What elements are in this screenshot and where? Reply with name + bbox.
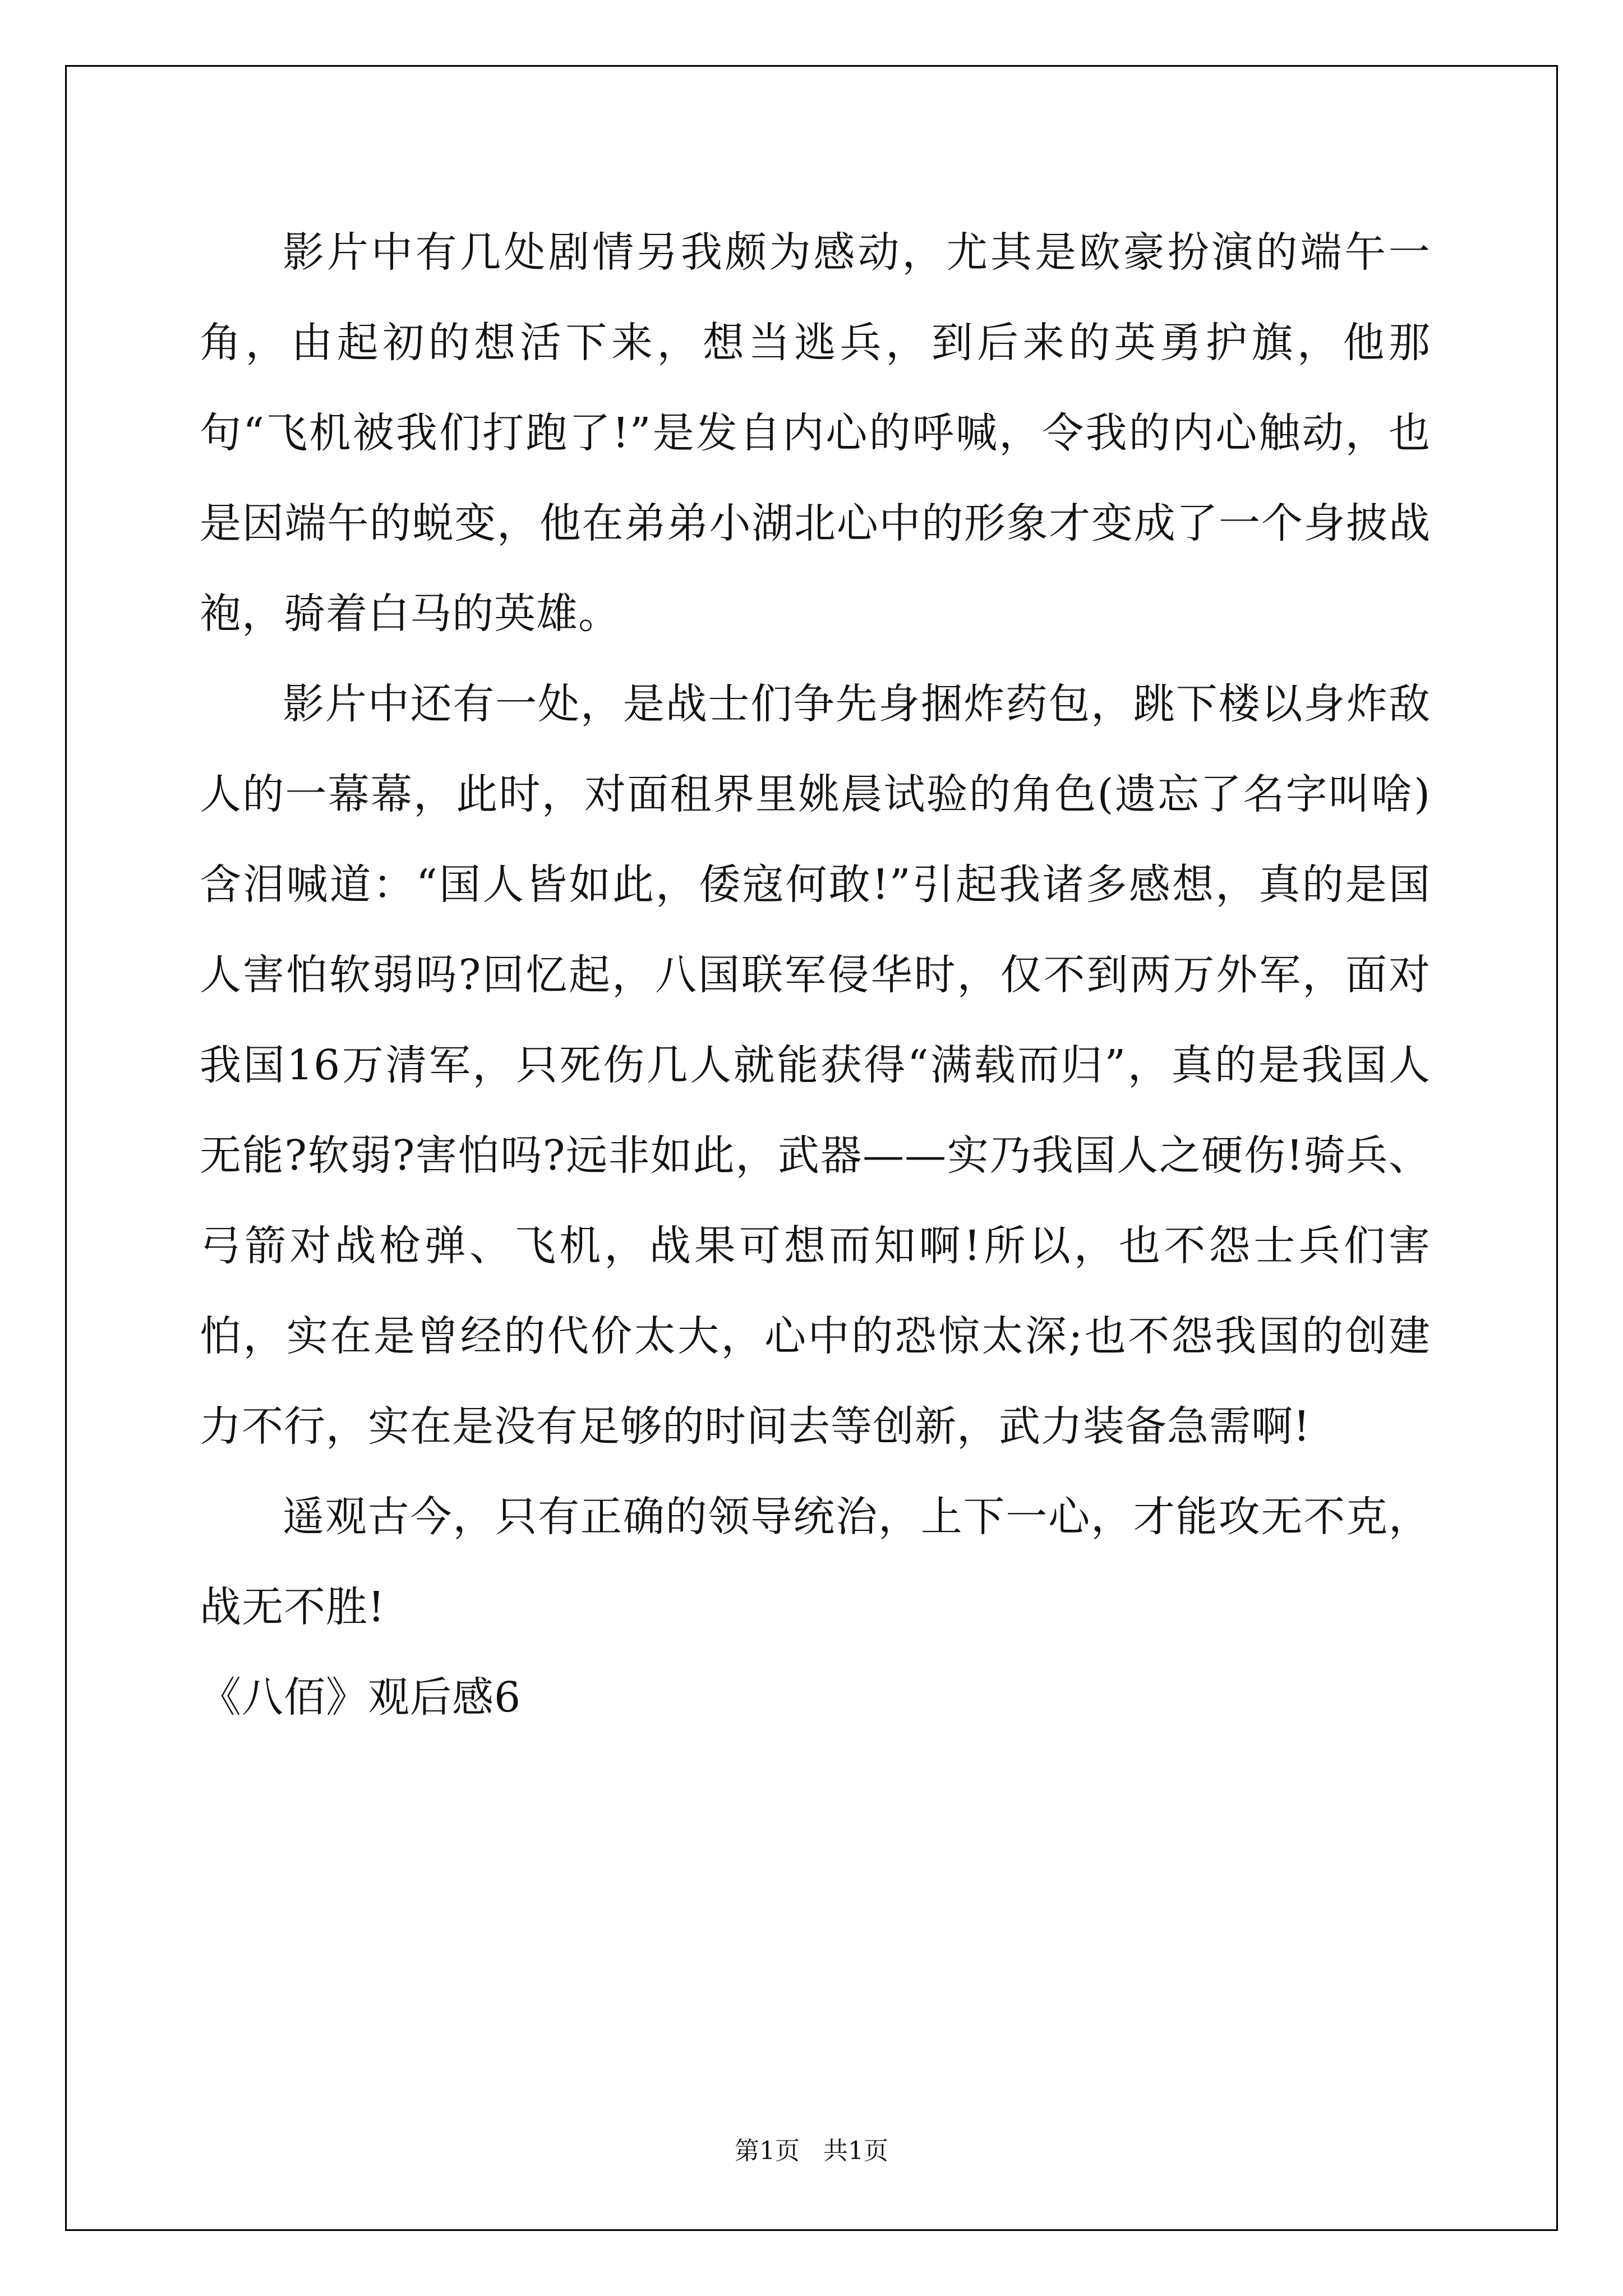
paragraph-2: 影片中还有一处，是战士们争先身捆炸药包，跳下楼以身炸敌人的一幕幕，此时，对面租界里姚晨试验的角色(遗忘了名字叫啥)含泪喊道：“国人皆如此，倭寇何敢!”引起我诸多感想，真的是国人害怕软弱吗?回忆起，八国联军侵华时，仅不到两万外军，面对我国16万清军，只死伤几人就能获得“满载而归”，真的是我国人无能?软弱?害怕吗?远非如此，武器——实乃我国人之硬伤!骑兵、弓箭对战枪弹、飞机，战果可想而知啊!所以，也不怨士兵们害怕，实在是曾经的代价太大，心中的恐惊太深;也不怨我国的创建力不行，实在是没有足够的时间去等创新，武力装备急需啊! <box>200 680 1431 1451</box>
page-number: 第1页 共1页 <box>735 2137 888 2165</box>
document-body <box>200 208 1431 1743</box>
paragraph-1: 影片中有几处剧情另我颇为感动，尤其是欧豪扮演的端午一角，由起初的想活下来，想当逃兵，到后来的英勇护旗，他那句“飞机被我们打跑了!”是发自内心的呼喊，令我的内心触动，也是因端午的蜕变，他在弟弟小湖北心中的形象才变成了一个身披战袍，骑着白马的英雄。 <box>200 228 1431 638</box>
paragraph-3: 遥观古今，只有正确的领导统治，上下一心，才能攻无不克，战无不胜! <box>200 1493 1431 1631</box>
section-heading: 《八佰》观后感6 <box>200 1673 522 1722</box>
page-footer <box>0 2134 1623 2168</box>
